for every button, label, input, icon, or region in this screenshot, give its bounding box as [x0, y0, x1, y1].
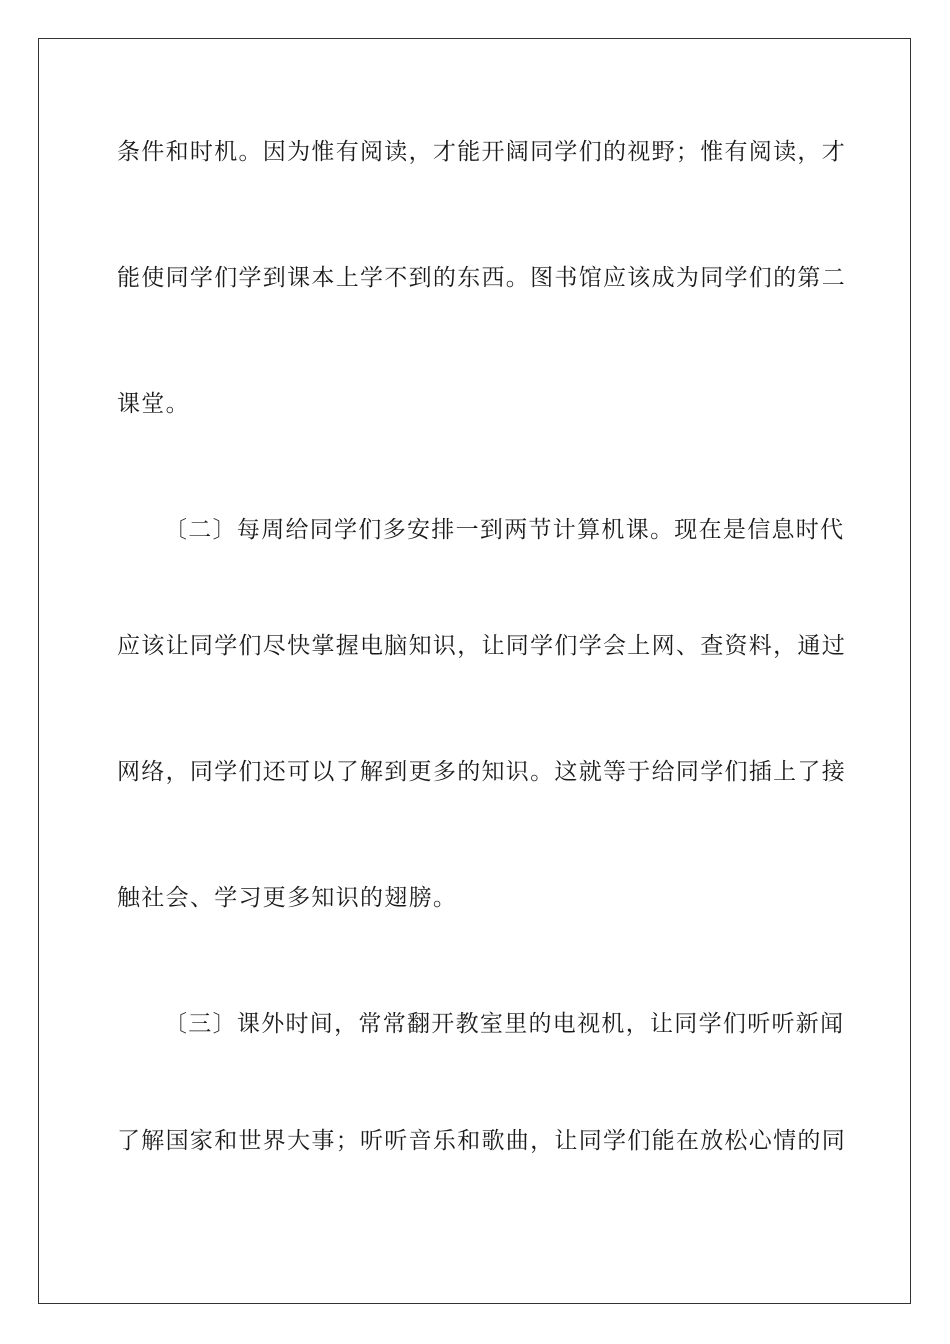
text-line-5: 应该让同学们尽快掌握电脑知识，让同学们学会上网、查资料，通过: [117, 633, 846, 659]
paragraph-3-first-line: 〔三〕课外时间，常常翻开教室里的电视机，让同学们听听新闻: [164, 1011, 845, 1037]
text-line-6: 网络，同学们还可以了解到更多的知识。这就等于给同学们插上了接: [117, 759, 846, 785]
text-line-7: 触社会、学习更多知识的翅膀。: [117, 885, 458, 911]
page-border: [38, 38, 911, 1304]
text-line-1: 条件和时机。因为惟有阅读，才能开阔同学们的视野；惟有阅读，才: [117, 139, 846, 165]
text-line-3: 课堂。: [117, 391, 190, 417]
paragraph-2-first-line: 〔二〕每周给同学们多安排一到两节计算机课。现在是信息时代: [164, 517, 845, 543]
text-line-9: 了解国家和世界大事；听听音乐和歌曲，让同学们能在放松心情的同: [117, 1128, 846, 1154]
text-line-2: 能使同学们学到课本上学不到的东西。图书馆应该成为同学们的第二: [117, 265, 846, 291]
